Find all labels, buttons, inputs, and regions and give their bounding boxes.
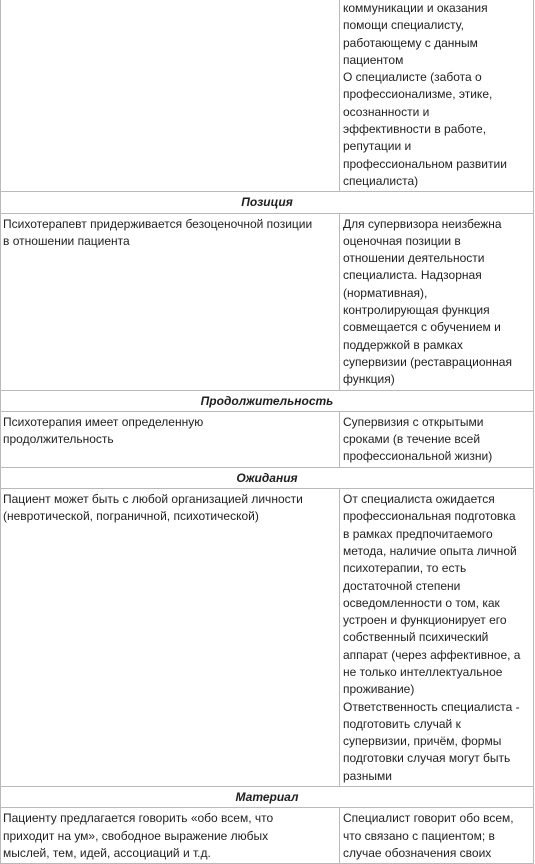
right-cell bbox=[340, 213, 534, 390]
section-header-row bbox=[1, 192, 534, 213]
cell-text: Ответственность специалиста - подготовить случай к супервизии, причём, формы подготовки случая могут быть разными bbox=[343, 699, 520, 783]
table-row bbox=[1, 808, 534, 864]
section-header-row bbox=[1, 467, 534, 488]
right-cell bbox=[340, 411, 534, 467]
table-row bbox=[1, 213, 534, 390]
left-cell bbox=[1, 808, 340, 864]
cell-text: Пациенту предлагается говорить «обо всем, что приходит на ум», свободное выражение любых мыслей, тем, идей, ассоциаций и т.д. bbox=[3, 811, 274, 860]
cell-text: Пациент может быть с любой организацией личности (невротической, пограничной, психотической) bbox=[3, 492, 303, 524]
left-cell bbox=[1, 489, 340, 787]
right-cell bbox=[340, 489, 534, 787]
cell-text: Супервизия с открытыми сроками (в течение всей профессиональной жизни) bbox=[343, 414, 493, 464]
section-header-row bbox=[1, 787, 534, 808]
right-cell bbox=[340, 808, 534, 864]
left-cell bbox=[1, 0, 340, 192]
section-title: Ожидания bbox=[1, 467, 534, 488]
cell-text: Психотерапия имеет определенную продолжительность bbox=[3, 414, 204, 447]
cell-text: Для супервизора неизбежна оценочная позиции в отношении деятельности специалиста. Надзорная (нормативная), контролирующая функция совмещается с обучением и поддержкой в рамках супервизии (реставрационная функция) bbox=[343, 216, 512, 387]
section-title: Позиция bbox=[1, 192, 534, 213]
right-cell bbox=[340, 0, 534, 192]
cell-text: Психотерапевт придерживается безоценочной позиции в отношении пациента bbox=[3, 216, 313, 248]
left-cell bbox=[1, 411, 340, 467]
table-row bbox=[1, 411, 534, 467]
section-title: Материал bbox=[1, 787, 534, 808]
cell-text: Специалист говорит обо всем, что связано с пациентом; в случае обозначения своих bbox=[343, 811, 514, 860]
table-row bbox=[1, 489, 534, 787]
section-title: Продолжительность bbox=[1, 390, 534, 411]
left-cell bbox=[1, 213, 340, 390]
cell-text: От специалиста ожидается профессиональная подготовка в рамках предпочитаемого метода, наличие опыта личной психотерапии, то есть достаточной степени осведомленности о том, как устроен и функционирует его собственный психический аппарат (через аффективное, а не только интеллектуальное проживание) bbox=[343, 492, 521, 697]
cell-text: коммуникации и оказания помощи специалисту, работающему с данным пациентом bbox=[343, 1, 488, 67]
section-header-row bbox=[1, 390, 534, 411]
cell-text: О специалисте (забота о профессионализме, этике, осознанности и эффективности в работе, репутации и профессиональном развитии специалиста) bbox=[343, 70, 507, 188]
table-row bbox=[1, 0, 534, 192]
